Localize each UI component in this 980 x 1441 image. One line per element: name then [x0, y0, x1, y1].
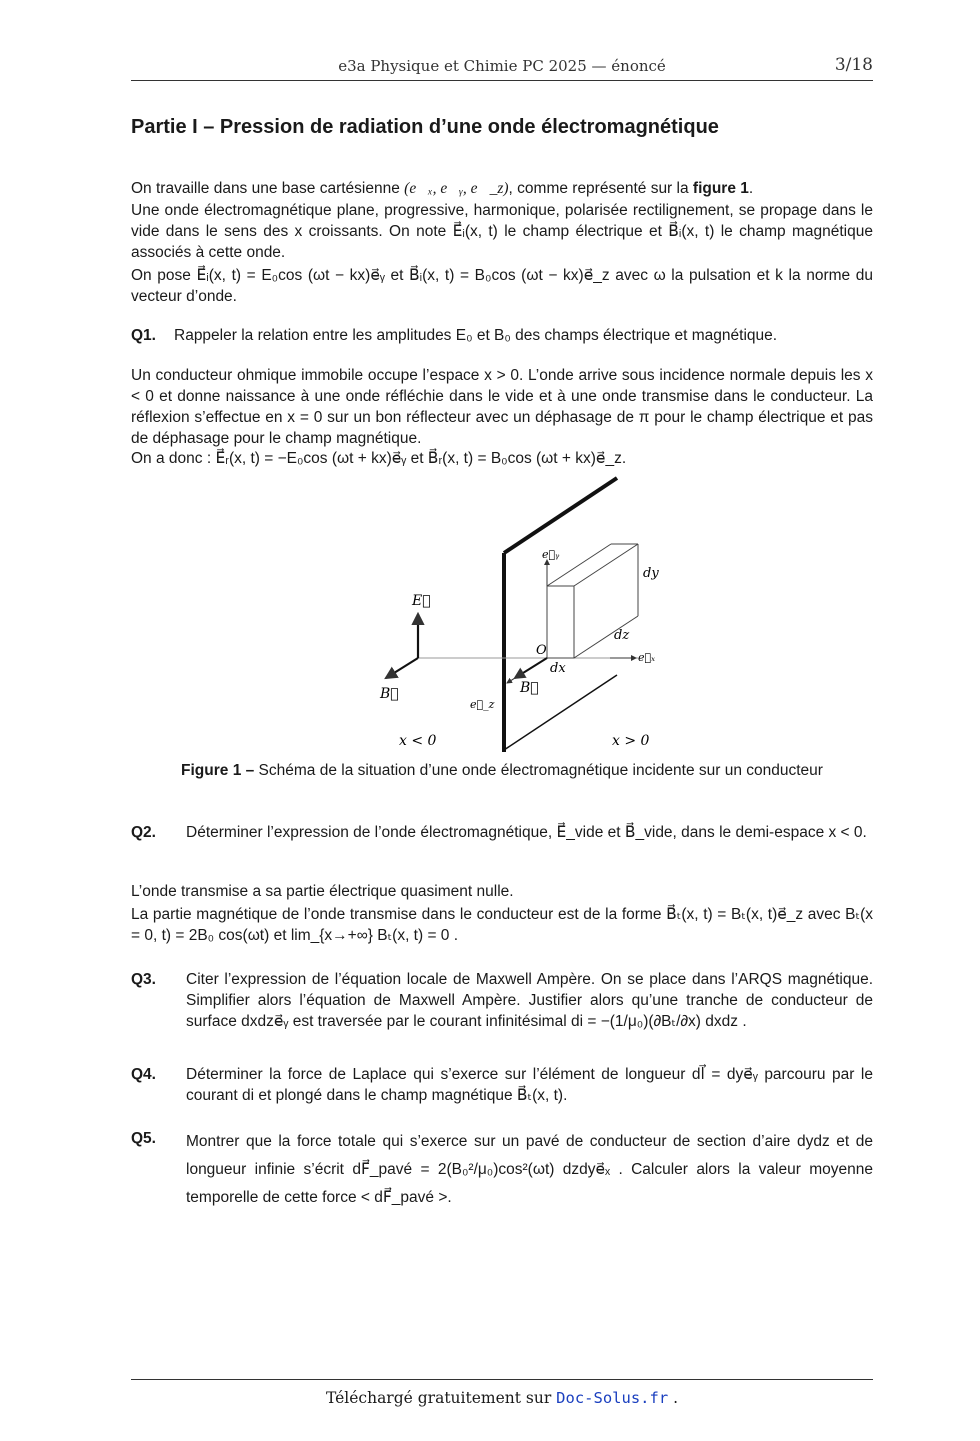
page-header — [131, 54, 873, 81]
footer-end: . — [668, 1389, 679, 1407]
b-field-arrow-left — [386, 658, 418, 678]
figure-ref: figure 1 — [692, 180, 749, 197]
question-text: Rappeler la relation entre les amplitudes E₀ et B₀ des champs électrique et magnétique. — [174, 327, 778, 344]
page-footer — [131, 1379, 873, 1407]
label-B-left: B⃗ — [380, 686, 399, 702]
label-dy: dy — [643, 566, 659, 581]
conductor-paragraph: Un conducteur ohmique immobile occupe l’espace x > 0. L’onde arrive sous incidence normale depuis les x < 0 et donne naissance à une onde réfléchie dans le vide et à une onde transmise dans le conducteur. La réflexion s’effectue en x = 0 sur un bon réflecteur avec un déphasage de π pour le champ électrique et pas de déphasage pour le champ magnétique. — [131, 367, 873, 447]
page-number: 3/18 — [834, 55, 873, 75]
doc-solus-link[interactable]: Doc-Solus.fr — [556, 1389, 669, 1407]
b-field-arrow-center — [515, 658, 547, 678]
caption-text: Schéma de la situation d’une onde électromagnétique incidente sur un conducteur — [254, 762, 823, 779]
intro-line-1 — [131, 178, 873, 199]
figure-caption — [131, 762, 873, 780]
transmitted-intro: L’onde transmise a sa partie électrique quasiment nulle. — [131, 883, 514, 900]
basis-math: (e⃗ₓ, e⃗ᵧ, e⃗_z) — [404, 180, 509, 197]
question-label: Q2. — [131, 824, 156, 841]
intro-paragraph-3: On pose E⃗ᵢ(x, t) = E₀cos (ωt − kx)e⃗ᵧ et B⃗ᵢ(x, t) = B₀cos (ωt − kx)e⃗_z avec ω la pulsation et k la norme du vecteur d’onde. — [131, 267, 873, 305]
label-E: E⃗ — [412, 593, 431, 609]
footer-text — [131, 1389, 873, 1407]
label-ez: e⃗_z — [470, 698, 495, 711]
intro-text-2: , comme représenté sur la — [508, 180, 693, 197]
question-label: Q5. — [131, 1130, 156, 1147]
question-text: Déterminer l’expression de l’onde électromagnétique, E⃗_vide et B⃗_vide, dans le demi-espace x < 0. — [186, 824, 867, 841]
intro-text: On travaille dans une base cartésienne — [131, 180, 405, 197]
label-dx: dx — [550, 661, 566, 676]
question-text: Citer l’expression de l’équation locale de Maxwell Ampère. On se place dans l’ARQS magnétique. Simplifier alors l’équation de Maxwell Ampère. Justifier alors qu’une tranche de conducteur de surface dxdze⃗ᵧ est traversée par le courant infinitésimal di = −(1/μ₀)(∂Bₜ/∂x) dxdz . — [186, 971, 873, 1030]
transmitted-field: La partie magnétique de l’onde transmise dans le conducteur est de la forme B⃗ₜ(x, t) = Bₜ(x, t)e⃗_z avec Bₜ(x = 0, t) = 2B₀ cos(ωt) et lim_{x→+∞} Bₜ(x, t) = 0 . — [131, 906, 873, 944]
intro-dot: . — [748, 180, 754, 197]
question-text: Montrer que la force totale qui s’exerce sur un pavé de conducteur de section d’aire dydz et de longueur infinie s’écrit dF⃗_pavé = 2(B₀²/μ₀)cos²(ωt) dzdye⃗ₓ . Calculer alors la valeur moyenne temporelle de cette force < dF⃗_pavé >. — [186, 1133, 873, 1206]
reflected-wave: On a donc : E⃗ᵣ(x, t) = −E₀cos (ωt + kx)e⃗ᵧ et B⃗ᵣ(x, t) = B₀cos (ωt + kx)e⃗_z. — [131, 450, 627, 467]
label-x-positive: x > 0 — [612, 733, 650, 749]
caption-label: Figure 1 – — [181, 762, 255, 779]
section-title: Partie I – Pression de radiation d’une onde électromagnétique — [131, 116, 719, 138]
header-title: e3a Physique et Chimie PC 2025 — énoncé — [338, 57, 666, 75]
question-label: Q4. — [131, 1066, 156, 1083]
label-B-center: B⃗ — [520, 680, 539, 696]
label-x-negative: x < 0 — [399, 733, 437, 749]
footer-label: Téléchargé gratuitement sur — [325, 1389, 557, 1407]
label-O: O — [536, 643, 547, 658]
question-label: Q3. — [131, 971, 156, 988]
question-label: Q1. — [131, 327, 156, 344]
figure-1 — [370, 470, 690, 755]
label-ey: e⃗ᵧ — [542, 548, 560, 561]
conductor-top-edge — [504, 478, 617, 553]
label-dz: dz — [614, 628, 630, 643]
question-text: Déterminer la force de Laplace qui s’exerce sur l’élément de longueur dl⃗ = dye⃗ᵧ parcouru par le courant di et plongé dans le champ magnétique B⃗ₜ(x, t). — [186, 1066, 873, 1104]
label-ex: e⃗ₓ — [638, 651, 656, 664]
intro-paragraph-2: Une onde électromagnétique plane, progressive, harmonique, polarisée rectilignement, se propage dans le vide dans le sens des x croissants. On note E⃗ᵢ(x, t) le champ électrique et B⃗ᵢ(x, t) le champ magnétique associés à cette onde. — [131, 202, 873, 261]
